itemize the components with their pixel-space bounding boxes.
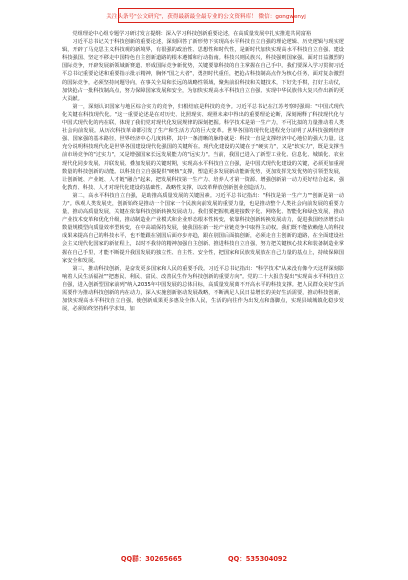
footer-qq-group: QQ群：30265665 [120, 555, 182, 563]
document-title: 党组理论中心组专题学习研讨发言提纲：深入学习科技创新重要论述，在高质量发展中扎实推进共同富裕 [72, 31, 312, 37]
promo-banner-text: 关注头条号"公文研究"，获得最新最全最专业的公文资料库！ 微信：gongwenyj [106, 13, 306, 20]
paragraph-intro: 习近平总书记关于科技创新的重要论述，深刻回答了新形势下实现高水平科技自立自强的理论逻辑、历史逻辑与现实逻辑，开辟了马克思主义科技观的新境界，有很强的政治性、思想性和时代性，是新时代加快实现高水平科技自立自强、建设科技强国、坚定不移走中国特色自主创新道路的根本遵循和行动指南。科技兴则民族兴，科技强则国家强。面对日益激烈的国际竞争，开辟发展新领域新赛道、形成国际竞争新优势，关键要靠科技的自主掌握在自己手中。我们要深入学习贯彻习近平总书记重要论述和重要指示批示精神，胸怀"国之大者"，勇担时代重任，把抢占科技制高点作为核心任务，面对复杂激烈的国际竞争，必须坚持问题导向，在事关全局和长远的战略性领域，聚焦前沿科技和关键技术，下好先手棋，打好主动仗，加快抢占一批科技制高点，努力保障国家发展和安全，为加快实现高水平科技自立自强、实现中华民族伟大复兴作出新的更大贡献。 [62, 39, 344, 102]
paragraph-section-2: 第二，高水平科技自立自强，是助推高质量发展的关键因素。习近平总书记指出："科技是第一生产力""创新是第一动力"。纵观人类发展史，创新始终是推动一个国家一个民族向前发展的重要力量，也是推动整个人类社会向前发展的重要力量，推动高质量发展，关键在依靠科技创新转换发展动力。我们要把握机遇迎接数字化、网络化、智能化和绿色发展，推动产业技术变革和优化升级，推动制造业产业模式和企业形态根本性转变，依靠科技创新转换发展动力，促进我国经济增长由数量规模型向质量效率型转变，在中高端保持发展，使我国在新一轮产业链竞争中取得主动权。我们既不能依赖他人的科技成果来提高自己的科技水平，也不能跟在别国后面亦步亦趋，跟在别国后面搞创新，必须走自主创新的道路，在全面建设社会主义现代化国家的新征程上，以时不我待的精神加强自主创新、推进科技自立自强，努力把关键核心技术和装备制造业掌握在自己手里，才能不断提升我国发展的独立性、自主性、安全性，把国家和民族发展放在自己力量的基点上，持续保障国家安全和发展。 [62, 192, 344, 264]
document-body [62, 30, 344, 313]
paragraph-section-1: 第一，深刻认识国家与地区综合实力的竞争，归根结底是科技的竞争。习近平总书记在江苏考察时强调："中国式现代化关键在科技现代化。"这一重要论述是在对历史、比照现实、观照未来中得出的重要理论论断，深刻阐释了科技现代化与中国式现代化的内在联，体现了我们党对现代化发展规律的深刻把握。科学技术是第一生产力，不可比拟的力量推动着人类社会向前发展。从历次科技革命都引发了生产和生活方式的巨大变革。世界各国的现代化进程充分证明了从科技强到经济强、国家强的基本路径，世界经济中心几度转移，其中一条清晰的脉络就是：科技一直是支撑经济中心地位的强大力量。这充分说明科技现代化是世界各国建设现代化强国的关键所在。现代化建设的关键在于"硬实力"，又是"软实力"，既是支撑当前市场竞争的"过实力"，又是增强国家长远发展能力的"远实力"。当前，我国已进入了新型工业化、信息化、城镇化、农业现代化同步发展、并联发展、叠加发展的关键时期，实现高水平科技自立自强，是中国式现代化建设的关键，必须更加重视数量的科技创新的动能。以科技自立自强提供"硬核"支撑，塑造更多发展新动能新优势，更加发挥先发优势的引领型发展，让创新链、产业链、人才链"融合"起来，把发展科技第一生产力、培养人才第一资源、增强创新第一动力更好结合起来，强化教育、科技、人才对现代化建设的基础性、战略性支撑，以改革释放创新创业创造活力。 [62, 103, 344, 191]
footer-qq: QQ：535304092 [228, 555, 288, 563]
promo-banner[interactable] [106, 8, 306, 23]
paragraph-section-3: 第三，推动科技创新，是奋发更多国家和人民的重要手段。习近平总书记指出："科学技术"从来没有像今天这样深刻影响着人民生活福祉""把惠民、利民、富民、改善民生作为科技创新的重要方向"。党的二十大报告提出"实现高水平科技自立自强，进入创新型国家前列"纳入2035年中国发展的总体目标，高质量发展离不开高水平的科技支撑。把人民群众美好生活需要作为推动科技创新的内在动力，深入实施创新驱动发展战略，不断满足人民日益增长的美好生活需要，推动科技创新，加快实现高水平科技自立自强，使创新成果更多惠及全体人民，生活的向往作为出发点和落脚点，实现县域城镇化稳步发展，必须始终坚持科学求知，加 [62, 265, 344, 313]
footer-contact [0, 553, 408, 563]
